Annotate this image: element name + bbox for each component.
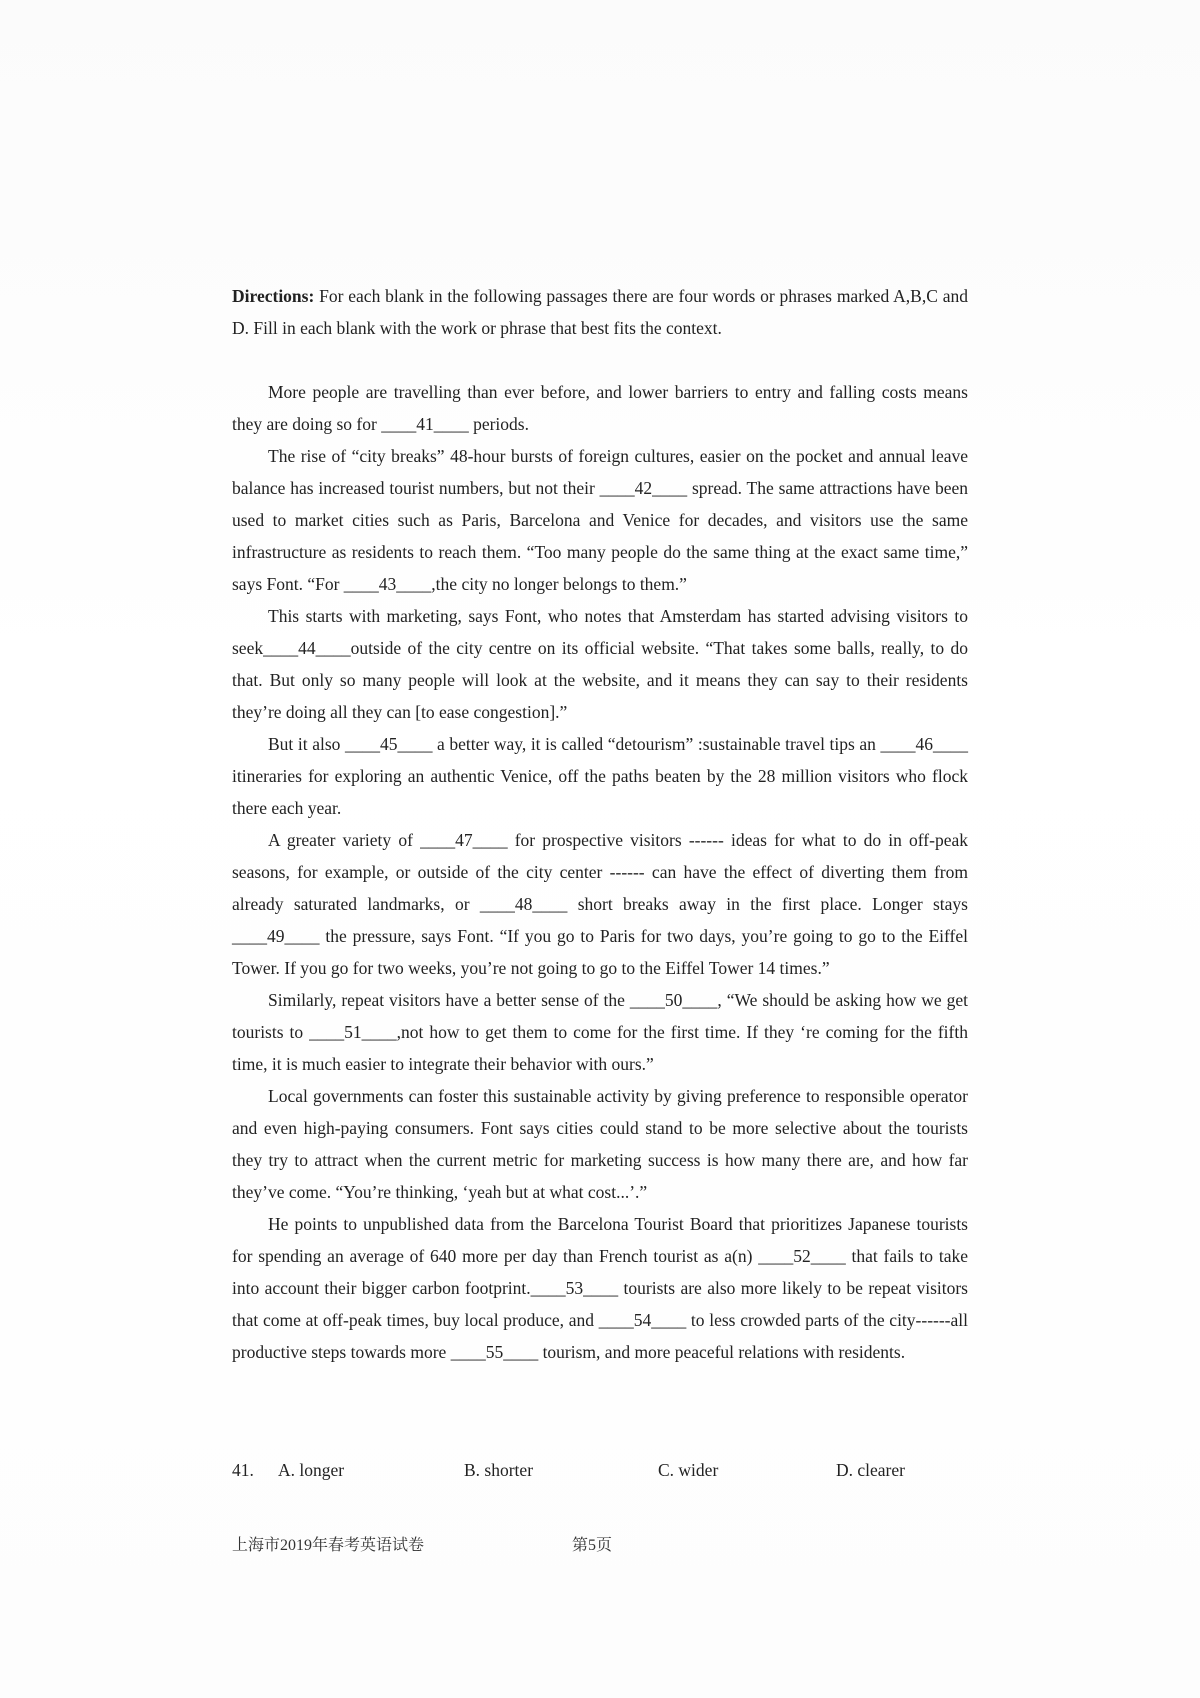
option-c: C. wider — [658, 1460, 719, 1480]
directions-label: Directions: — [232, 286, 315, 306]
directions-text: For each blank in the following passages there are four words or phrases marked A,B,C and D. Fill in each blank with the work or phrase that best fits the context. — [232, 286, 968, 338]
paragraph: Local governments can foster this sustainable activity by giving preference to responsible operator and even high-paying consumers. Font says cities could stand to be more selective about the tourists they try to attract when the current metric for marketing success is how many there are, and how far they’ve come. “You’re thinking, ‘yeah but at what cost...’.” — [232, 1086, 968, 1202]
passage-body — [232, 280, 968, 1368]
option-a: A. longer — [278, 1460, 345, 1480]
question-number: 41. — [232, 1460, 254, 1480]
paragraph: This starts with marketing, says Font, who notes that Amsterdam has started advising visitors to seek____44____outside of the city centre on its official website. “That takes some balls, really, to do that. But only so many people will look at the website, and it means they can say to their residents they’re doing all they can [to ease congestion].” — [232, 606, 968, 722]
option-b: B. shorter — [464, 1460, 534, 1480]
footer-page-number: 第5页 — [572, 1537, 613, 1554]
paragraph: A greater variety of ____47____ for prospective visitors ------ ideas for what to do in off-peak seasons, for example, or outside of the city center ------ can have the effect of diverting them from already saturated landmarks, or ____48____ short breaks away in the first place. Longer stays ____49____ the pressure, says Font. “If you go to Paris for two days, you’re going to go to the Eiffel Tower. If you go for two weeks, you’re not going to go to the Eiffel Tower 14 times.” — [232, 830, 968, 978]
paragraph: Similarly, repeat visitors have a better sense of the ____50____, “We should be asking how we get tourists to ____51____,not how to get them to come for the first time. If they ‘re coming for the fifth time, it is much easier to integrate their behavior with ours.” — [232, 990, 968, 1074]
paragraph: The rise of “city breaks” 48-hour bursts of foreign cultures, easier on the pocket and annual leave balance has increased tourist numbers, but not their ____42____ spread. The same attractions have been used to market cities such as Paris, Barcelona and Venice for decades, and visitors use the same infrastructure as residents to reach them. “Too many people do the same thing at the exact same time,” says Font. “For ____43____,the city no longer belongs to them.” — [232, 446, 968, 594]
footer-exam-title: 上海市2019年春考英语试卷 — [232, 1537, 425, 1554]
paragraph: More people are travelling than ever before, and lower barriers to entry and falling costs means they are doing so for ____41____ periods. — [232, 382, 968, 434]
paragraph: He points to unpublished data from the Barcelona Tourist Board that prioritizes Japanese tourists for spending an average of 640 more per day than French tourist as a(n) ____52____ that fails to take into account their bigger carbon footprint.____53____ tourists are also more likely to be repeat visitors that come at off-peak times, buy local produce, and ____54____ to less crowded parts of the city------all productive steps towards more ____55____ tourism, and more peaceful relations with residents. — [232, 1214, 968, 1362]
option-d: D. clearer — [836, 1460, 905, 1480]
directions — [232, 280, 968, 344]
paragraph: But it also ____45____ a better way, it is called “detourism” :sustainable travel tips an ____46____ itineraries for exploring an authentic Venice, off the paths beaten by the 28 million visitors who flock there each year. — [232, 734, 968, 818]
